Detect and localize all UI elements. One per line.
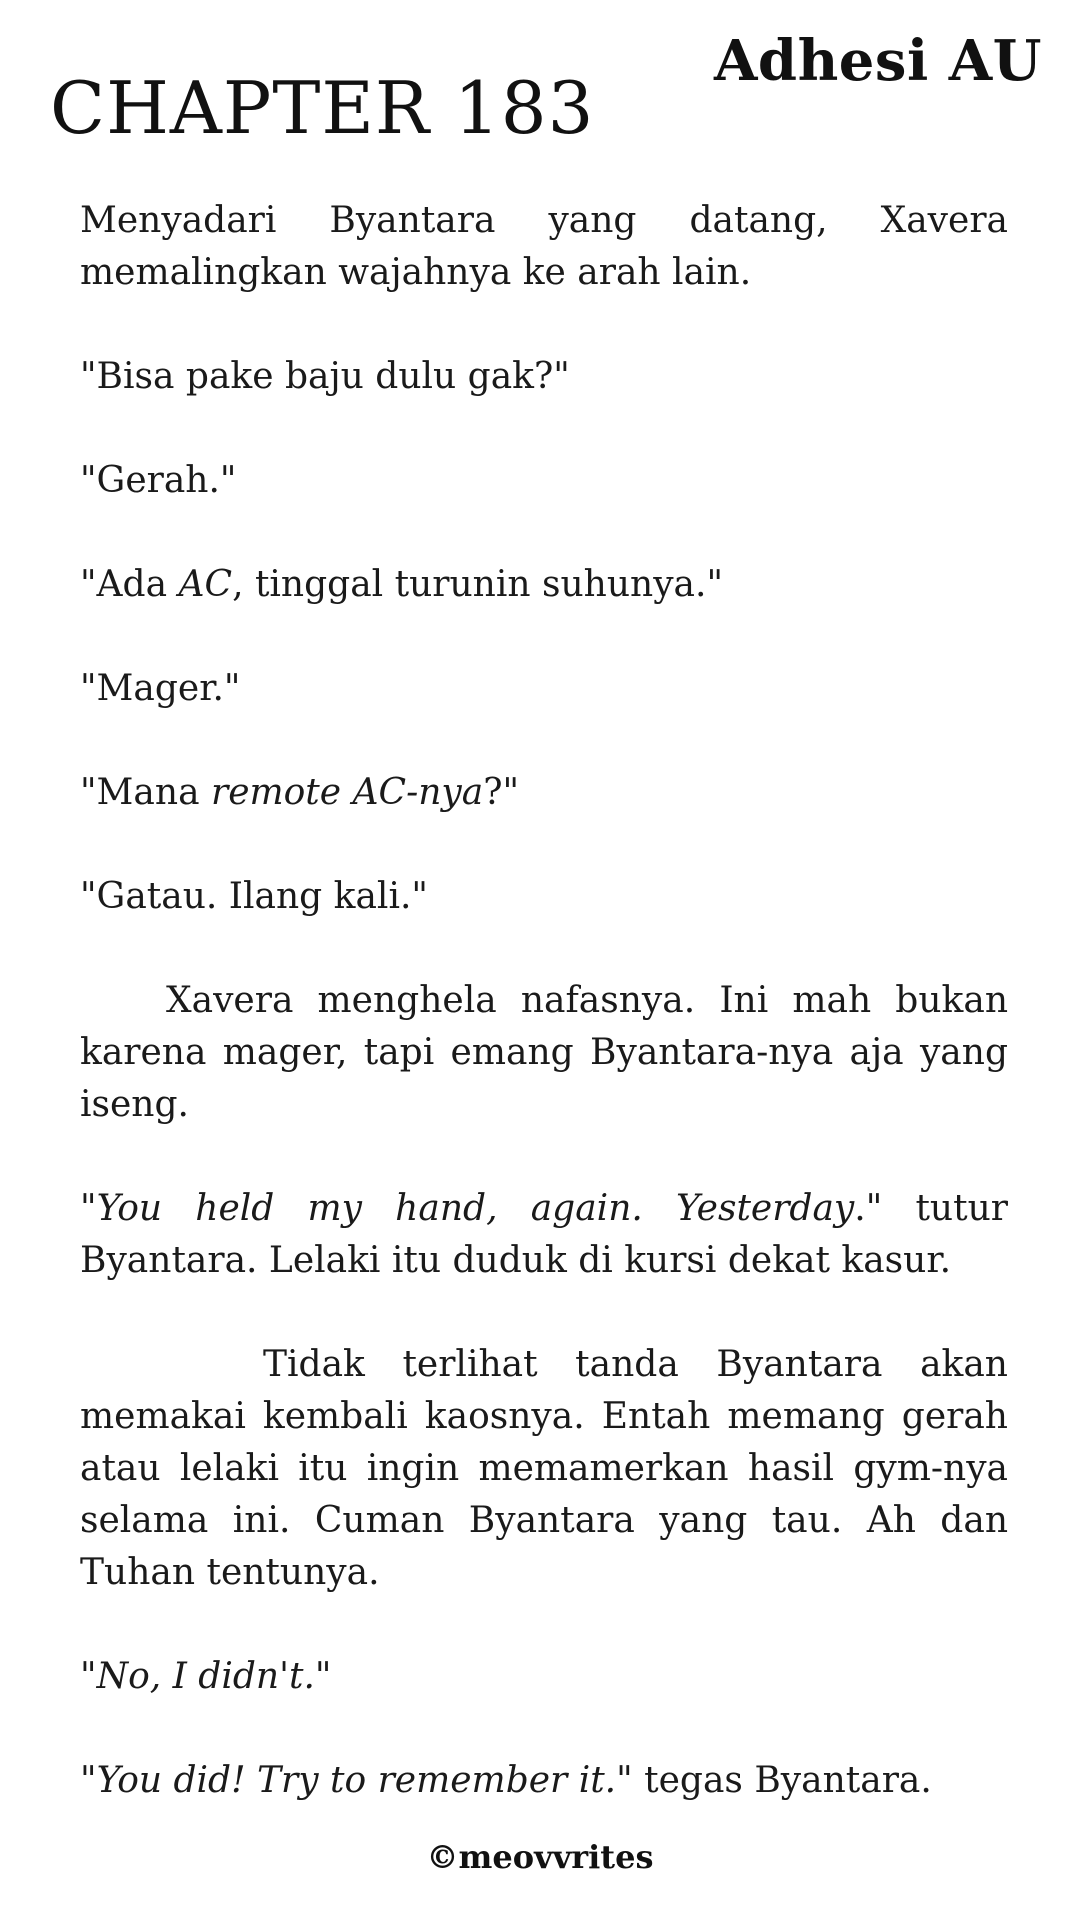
paragraph-8 [80,975,1008,1131]
paragraph-italic: You did! Try to remember it. [96,1760,617,1801]
paragraph-7 [80,871,1008,923]
copyright-watermark: ©meovvrites [426,1838,654,1876]
paragraph-10 [80,1339,1008,1599]
chapter-title: CHAPTER 183 [50,66,595,150]
paragraph-text: " [80,1656,97,1697]
paragraph-italic: No, I didn't. [96,1656,315,1697]
paragraph-text: "Bisa pake baju dulu gak?" [80,356,570,397]
paragraph-italic: You held my hand, again. Yesterday [96,1188,855,1229]
paragraph-text: ?" [483,772,520,813]
paragraph-text: Menyadari Byantara yang datang, Xavera memalingkan wajahnya ke arah lain. [80,200,1008,293]
story-text [80,195,1008,1859]
paragraph-text: Xavera menghela nafasnya. Ini mah bukan karena mager, tapi emang Byantara-nya aja yang iseng. [80,980,1008,1125]
paragraph-text: "Mana [80,772,211,813]
paragraph-text: " [314,1656,332,1697]
paragraph-text: "Gerah." [80,460,237,501]
paragraph-text: "Mager." [80,668,241,709]
brand-title: Adhesi AU [713,28,1042,94]
paragraph-3 [80,455,1008,507]
paragraph-5 [80,663,1008,715]
paragraph-text: " tegas Byantara. [616,1760,932,1801]
paragraph-2 [80,351,1008,403]
paragraph-text: " [80,1760,97,1801]
paragraph-italic: remote AC-nya [210,772,484,813]
paragraph-text: Tidak terlihat tanda Byantara akan memakai kembali kaosnya. Entah memang gerah atau lelaki itu ingin memamerkan hasil gym-nya selama ini. Cuman Byantara yang tau. Ah dan Tuhan tentunya. [80,1344,1008,1593]
paragraph-4 [80,559,1008,611]
paragraph-11 [80,1651,1008,1703]
paragraph-text: "Gatau. Ilang kali." [80,876,428,917]
paragraph-12 [80,1755,1008,1807]
paragraph-text: " [80,1188,97,1229]
paragraph-text: "Ada [80,564,179,605]
paragraph-text: , tinggal turunin suhunya." [232,564,724,605]
paragraph-9 [80,1183,1008,1287]
paragraph-text: ." tutur Byantara. Lelaki itu duduk di kursi dekat kasur. [80,1188,1008,1281]
paragraph-1 [80,195,1008,299]
paragraph-italic: AC [178,564,233,605]
paragraph-6 [80,767,1008,819]
